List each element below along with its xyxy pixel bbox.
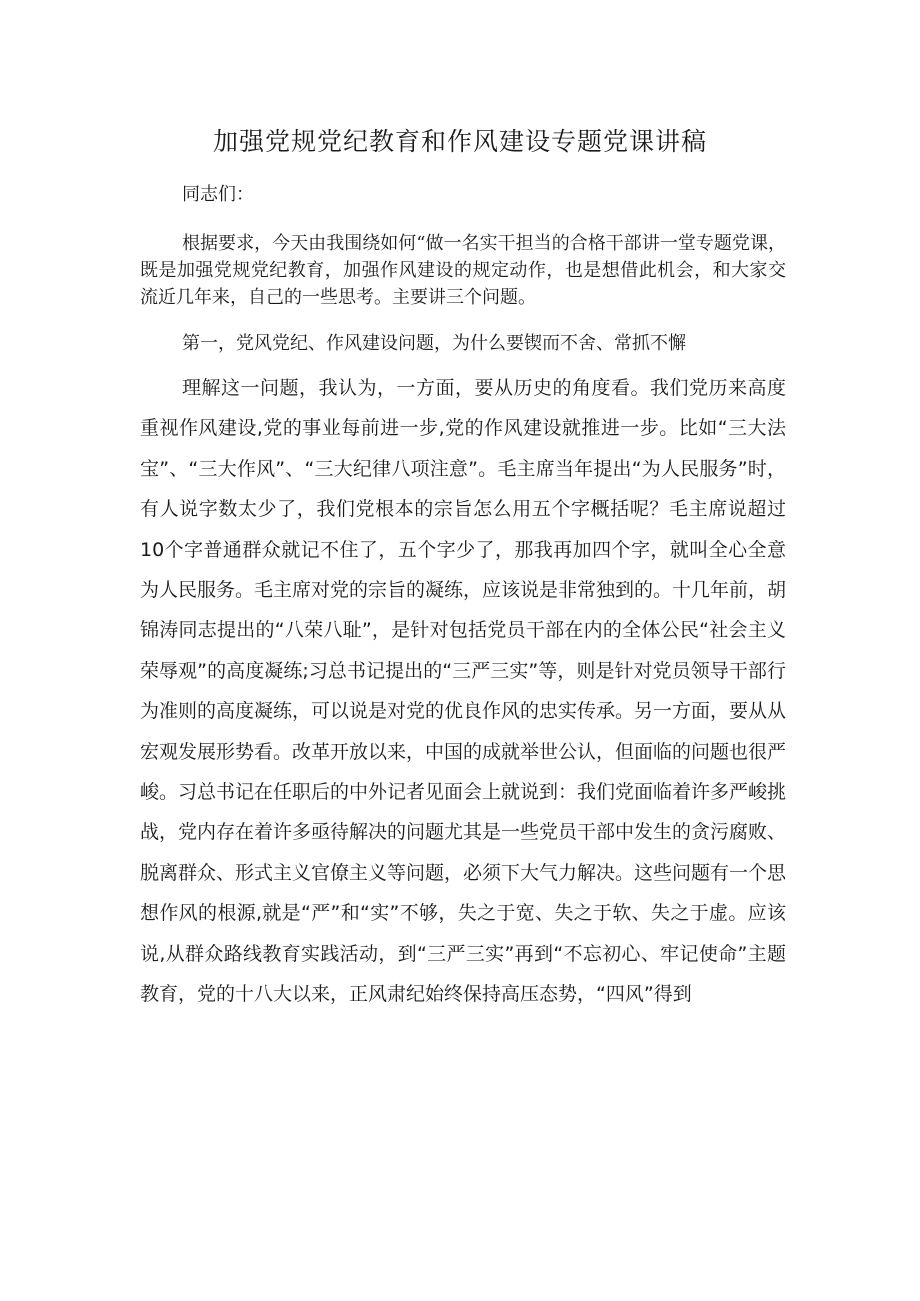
salutation: 同志们： — [182, 184, 254, 205]
intro-paragraph: 根据要求，今天由我围绕如何“做一名实干担当的合格干部讲一堂专题党课，既是加强党规党纪教育，加强作风建设的规定动作，也是想借此机会，和大家交流近几年来，自己的一些思考。主要讲三个问题。 — [140, 233, 786, 308]
document-title: 加强党规党纪教育和作风建设专题党课讲稿 — [212, 127, 707, 156]
section-heading-1: 第一，党风党纪、作风建设问题，为什么要锲而不舍、常抓不懈 — [182, 333, 686, 354]
body-paragraph: 理解这一问题，我认为，一方面，要从历史的角度看。我们党历来高度重视作风建设,党的事业每前进一步,党的作风建设就推进一步。比如“三大法宝”、“三大作风”、“三大纪律八项注意”。毛主席当年提出“为人民服务”时，有人说字数太少了，我们党根本的宗旨怎么用五个字概括呢？毛主席说超过10个字普通群众就记不住了，五个字少了，那我再加四个字，就叫全心全意为人民服务。毛主席对党的宗旨的凝练，应该说是非常独到的。十几年前，胡锦涛同志提出的“八荣八耻”，是针对包括党员干部在内的全体公民“社会主义荣辱观”的高度凝练;习总书记提出的“三严三实”等，则是针对党员领导干部行为准则的高度凝练，可以说是对党的优良作风的忠实传承。另一方面，要从从宏观发展形势看。改革开放以来，中国的成就举世公认，但面临的问题也很严峻。习总书记在任职后的中外记者见面会上就说到：我们党面临着许多严峻挑战，党内存在着许多亟待解决的问题尤其是一些党员干部中发生的贪污腐败、脱离群众、形式主义官僚主义等问题，必须下大气力解决。这些问题有一个思想作风的根源,就是“严”和“实”不够，失之于宽、失之于软、失之于虚。应该说,从群众路线教育实践活动，到“三严三实”再到“不忘初心、牢记使命”主题教育，党的十八大以来，正风肃纪始终保持高压态势，“四风”得到 — [140, 377, 787, 1006]
